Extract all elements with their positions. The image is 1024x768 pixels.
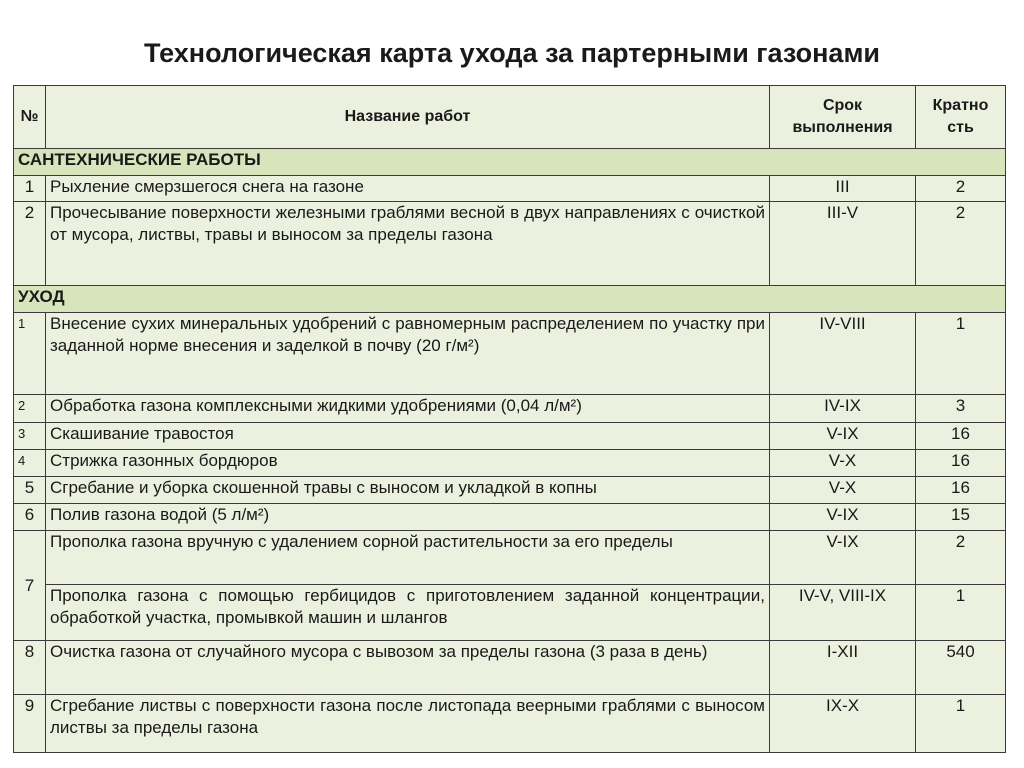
work-name: Скашивание травостоя xyxy=(46,423,770,450)
section-title: САНТЕХНИЧЕСКИЕ РАБОТЫ xyxy=(14,149,1006,176)
work-name: Прополка газона с помощью гербицидов с приготовлением заданной концентрации, обработкой участка, промывкой машин и шлангов xyxy=(46,585,770,641)
table-row xyxy=(14,477,1006,504)
work-name: Сгребание и уборка скошенной травы с выносом и укладкой в копны xyxy=(46,477,770,504)
work-name: Полив газона водой (5 л/м²) xyxy=(46,504,770,531)
work-term: V-IX xyxy=(770,531,916,585)
row-number: 1 xyxy=(14,313,46,395)
work-name: Очистка газона от случайного мусора с вывозом за пределы газона (3 раза в день) xyxy=(46,641,770,695)
page-title: Технологическая карта ухода за партерными газонами xyxy=(143,38,881,68)
work-name: Стрижка газонных бордюров xyxy=(46,450,770,477)
section-title: УХОД xyxy=(14,286,1006,313)
work-name: Прочесывание поверхности железными граблями весной в двух направлениях с очисткой от мусора, листвы, травы и выносом за пределы газона xyxy=(46,202,770,286)
work-multiplicity: 1 xyxy=(916,695,1006,753)
work-term: V-IX xyxy=(770,504,916,531)
work-term: I-XII xyxy=(770,641,916,695)
section-row-care xyxy=(14,286,1006,313)
row-number: 7 xyxy=(14,531,46,641)
work-multiplicity: 2 xyxy=(916,531,1006,585)
row-number: 8 xyxy=(14,641,46,695)
care-table xyxy=(13,85,1006,753)
work-name: Прополка газона вручную с удалением сорной растительности за его пределы xyxy=(46,531,770,585)
work-name: Рыхление смерзшегося снега на газоне xyxy=(46,176,770,202)
work-multiplicity: 1 xyxy=(916,585,1006,641)
col-header-num: № xyxy=(14,86,46,149)
table-row xyxy=(14,531,1006,585)
col-header-work: Название работ xyxy=(46,86,770,149)
work-multiplicity: 2 xyxy=(916,202,1006,286)
row-number: 4 xyxy=(14,450,46,477)
work-term: III xyxy=(770,176,916,202)
table-row xyxy=(14,313,1006,395)
table-row xyxy=(14,504,1006,531)
work-term: V-X xyxy=(770,477,916,504)
work-term: IV-IX xyxy=(770,395,916,423)
table-row xyxy=(14,585,1006,641)
work-multiplicity: 16 xyxy=(916,423,1006,450)
table-row xyxy=(14,695,1006,753)
row-number: 2 xyxy=(14,395,46,423)
table-row xyxy=(14,395,1006,423)
row-number: 1 xyxy=(14,176,46,202)
table-row xyxy=(14,423,1006,450)
work-multiplicity: 16 xyxy=(916,477,1006,504)
work-multiplicity: 2 xyxy=(916,176,1006,202)
work-term: V-X xyxy=(770,450,916,477)
work-term: III-V xyxy=(770,202,916,286)
row-number: 2 xyxy=(14,202,46,286)
work-name: Обработка газона комплексными жидкими удобрениями (0,04 л/м²) xyxy=(46,395,770,423)
table-row xyxy=(14,176,1006,202)
row-number: 5 xyxy=(14,477,46,504)
table-row xyxy=(14,641,1006,695)
row-number: 3 xyxy=(14,423,46,450)
section-row-plumbing xyxy=(14,149,1006,176)
work-multiplicity: 1 xyxy=(916,313,1006,395)
work-term: IV-VIII xyxy=(770,313,916,395)
table-header-row xyxy=(14,86,1006,149)
col-header-mult: Кратно сть xyxy=(916,86,1006,149)
table-row xyxy=(14,202,1006,286)
work-name: Сгребание листвы с поверхности газона после листопада веерными граблями с выносом листвы за пределы газона xyxy=(46,695,770,753)
work-term: V-IX xyxy=(770,423,916,450)
work-multiplicity: 15 xyxy=(916,504,1006,531)
row-number: 9 xyxy=(14,695,46,753)
work-term: IX-X xyxy=(770,695,916,753)
table-row xyxy=(14,450,1006,477)
work-term: IV-V, VIII-IX xyxy=(770,585,916,641)
work-multiplicity: 540 xyxy=(916,641,1006,695)
row-number: 6 xyxy=(14,504,46,531)
work-multiplicity: 3 xyxy=(916,395,1006,423)
work-multiplicity: 16 xyxy=(916,450,1006,477)
work-name: Внесение сухих минеральных удобрений с равномерным распределением по участку при заданной норме внесения и заделкой в почву (20 г/м²) xyxy=(46,313,770,395)
col-header-term: Срок выполнения xyxy=(770,86,916,149)
